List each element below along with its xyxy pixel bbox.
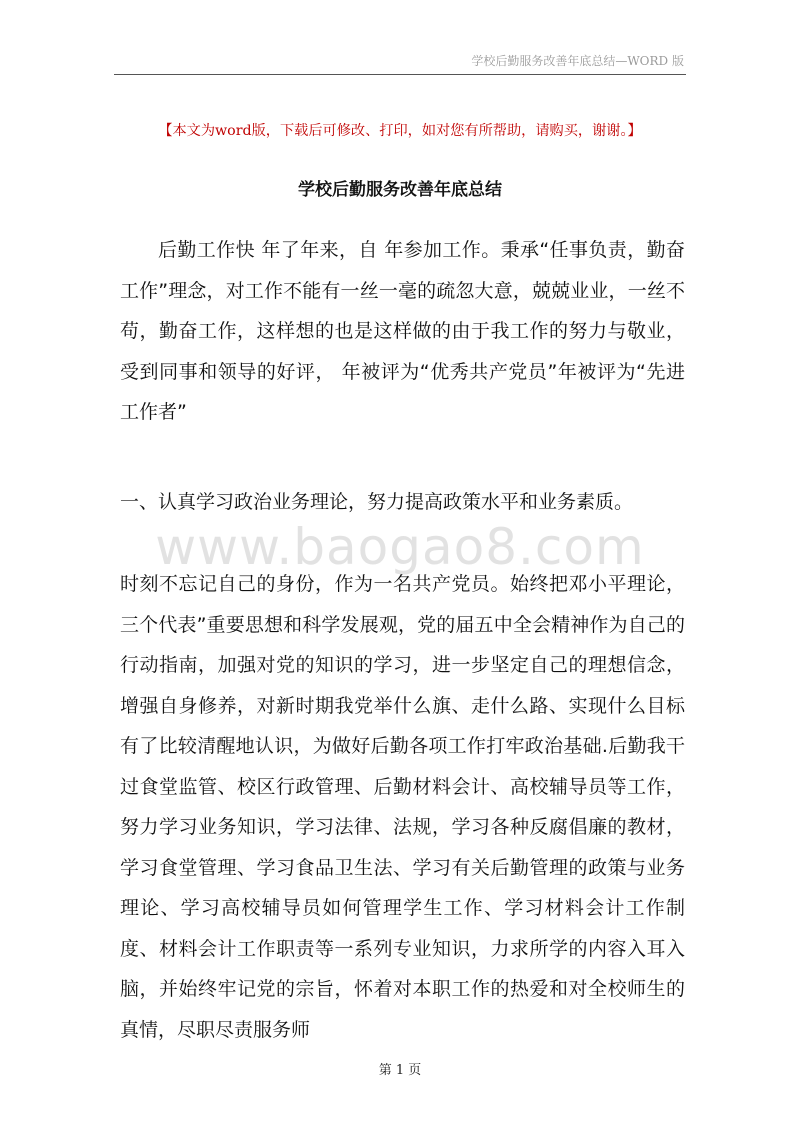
header-divider — [114, 74, 686, 75]
running-header: 学校后勤服务改善年底总结—WORD 版 — [471, 54, 684, 68]
body-paragraph: 时刻不忘记自己的身份，作为一名共产党员。始终把邓小平理论，三个代表”重要思想和科学发展观，党的届五中全会精神作为自己的行动指南，加强对党的知识的学习，进一步坚定自己的理想信念，增强自身修养，对新时期我党举什么旗、走什么路、实现什么目标有了比较清醒地认识，为做好后勤各项工作打牢政治基础.后勤我干过食堂监管、校区行政管理、后勤材料会计、高校辅导员等工作，努力学习业务知识，学习法律、法规，学习各种反腐倡廉的教材，学习食堂管理、学习食品卫生法、学习有关后勤管理的政策与业务理论、学习高校辅导员如何管理学生工作、学习材料会计工作制度、材料会计工作职责等一系列专业知识，力求所学的内容入耳入脑，并始终牢记党的宗旨，怀着对本职工作的热爱和对全校师生的真情，尽职尽责服务师 — [120, 573, 685, 1041]
intro-paragraph: 后勤工作快 年了年来，自 年参加工作。秉承“任事负责，勤奋工作”理念，对工作不能有一丝一毫的疏忽大意，兢兢业业，一丝不苟，勤奋工作，这样想的也是这样做的由于我工作的努力与敬业，受到同事和领导的好评， 年被评为“优秀共产党员”年被评为“先进工作者” — [120, 239, 685, 423]
document-title: 学校后勤服务改善年底总结 — [298, 180, 502, 200]
section-heading: 一、认真学习政治业务理论，努力提高政策水平和业务素质。 — [120, 491, 634, 513]
page-number: 第 1 页 — [378, 1063, 422, 1078]
watermark: www.baogao8.com — [155, 518, 645, 576]
purchase-notice: 【本文为word版，下载后可修改、打印，如对您有所帮助，请购买，谢谢。】 — [158, 123, 642, 139]
